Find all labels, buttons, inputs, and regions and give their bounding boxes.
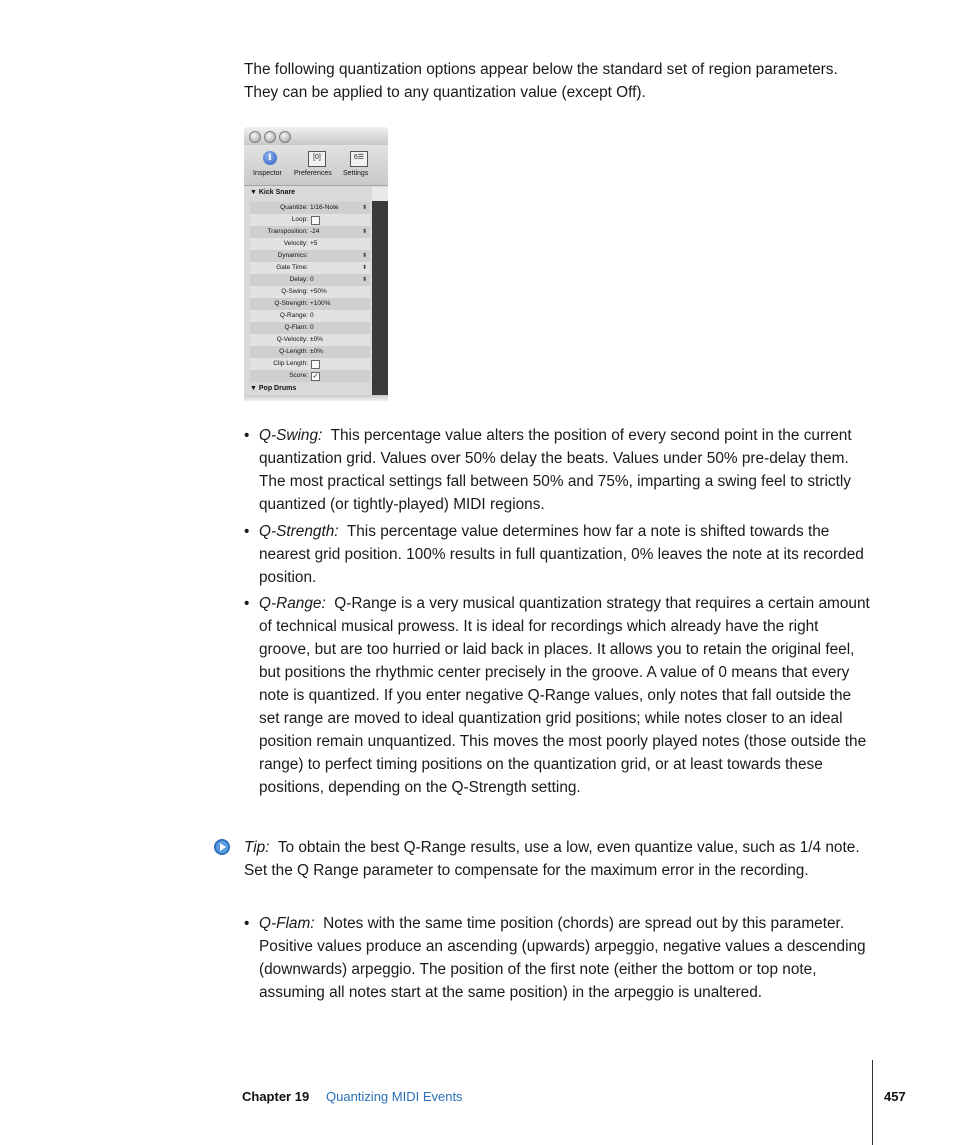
region-parameter-list [250, 202, 370, 382]
stepper-arrows-icon[interactable]: ⬍ [361, 229, 367, 235]
window-titlebar [244, 127, 388, 145]
parameter-row[interactable] [250, 274, 370, 286]
minimize-window-icon[interactable] [264, 131, 276, 143]
parameter-label: Dynamics: [277, 252, 308, 259]
parameter-value[interactable]: 0 [310, 324, 314, 331]
bullet-term: Q-Flam: [259, 915, 315, 932]
bullet-term: Q-Strength: [259, 523, 339, 540]
bullet-text: This percentage value alters the position of every second point in the current quantization grid. Values over 50% delay the beats. Values under 50% pre-delay them. The most practical settings fall between 50% and 75%, imparting a swing feel to strictly quantized (or tightly-played) MIDI regions. [259, 427, 852, 513]
parameter-label: Q-Swing: [281, 288, 308, 295]
settings-label: Settings [343, 170, 369, 177]
tip-term: Tip: [244, 839, 270, 856]
parameter-label: Transposition: [267, 228, 308, 235]
tip-text: To obtain the best Q-Range results, use a low, even quantize value, such as 1/4 note. Set the Q Range parameter to compensate for the maximum error in the recording. [244, 839, 860, 879]
parameter-value[interactable]: 1/16-Note [310, 204, 339, 211]
parameter-row[interactable] [250, 334, 370, 346]
bullet-term: Q-Swing: [259, 427, 323, 444]
stepper-arrows-icon[interactable]: ⬍ [361, 265, 367, 271]
parameter-label: Q-Velocity: [276, 336, 308, 343]
parameter-row[interactable] [250, 286, 370, 298]
parameter-label: Loop: [291, 216, 308, 223]
parameter-value[interactable]: 0 [310, 312, 314, 319]
stepper-arrows-icon[interactable]: ⬍ [361, 205, 367, 211]
parameter-label: Quantize: [280, 204, 308, 211]
inspector-label: Inspector [253, 170, 282, 177]
footer-chapter: Chapter 19 [242, 1089, 310, 1104]
tip-arrow-icon [213, 838, 231, 856]
close-window-icon[interactable] [249, 131, 261, 143]
arrange-strip [372, 201, 388, 401]
bullet-dot: • [244, 595, 250, 612]
parameter-value[interactable]: +5 [310, 240, 318, 247]
stepper-arrows-icon[interactable]: ⬍ [361, 277, 367, 283]
parameter-label: Delay: [289, 276, 308, 283]
parameter-row[interactable] [250, 238, 370, 250]
bullet-dot: • [244, 915, 250, 932]
footer-divider [872, 1060, 873, 1145]
inspector-icon[interactable]: i [263, 151, 277, 165]
parameter-row[interactable] [250, 346, 370, 358]
parameter-value[interactable]: +50% [310, 288, 327, 295]
bullet-text: Notes with the same time position (chords) are spread out by this parameter. Positive values produce an ascending (upwards) arpeggio, negative values a descending (downwards) arpeggio. The position of the first note (either the bottom or top note, assuming all notes start at the same position) in the arpeggio is unaltered. [259, 915, 866, 1001]
preferences-label: Preferences [294, 170, 332, 177]
bullet-term: Q-Range: [259, 595, 326, 612]
preferences-icon[interactable]: [0] [308, 151, 326, 167]
tip-paragraph [244, 836, 874, 882]
parameter-checkbox[interactable] [311, 360, 320, 369]
parameter-label: Q-Range: [279, 312, 308, 319]
parameter-label: Clip Length: [273, 360, 308, 367]
bullet-q-strength [244, 520, 871, 589]
bullet-text: Q-Range is a very musical quantization strategy that requires a certain amount of technical musical prowess. It is ideal for recordings which already have the right groove, but are too hurried or laid back in places. It allows you to retain the original feel, but positions the rhythmic center precisely in the groove. A value of 0 means that every note is quantized. If you enter negative Q-Range values, only notes that fall outside the set range are moved to ideal quantization grid positions; while notes closer to an ideal position remain unquantized. This moves the most poorly played notes (those outside the range) to perfect timing positions on the quantization grid, or at least towards these positions, depending on the Q-Strength setting. [259, 595, 870, 796]
parameter-label: Q-Length: [279, 348, 308, 355]
stepper-arrows-icon[interactable]: ⬍ [361, 253, 367, 259]
bullet-q-swing [244, 424, 871, 516]
bullet-q-flam [244, 912, 871, 1004]
parameter-label: Q-Strength: [274, 300, 308, 307]
parameter-row[interactable] [250, 202, 370, 214]
parameter-row[interactable] [250, 298, 370, 310]
parameter-checkbox[interactable] [311, 216, 320, 225]
settings-icon[interactable]: 6☰ [350, 151, 368, 167]
parameter-value[interactable]: +100% [310, 300, 331, 307]
panel-bottom-edge [244, 395, 388, 401]
bullet-q-range [244, 592, 871, 799]
parameter-label: Gate Time: [276, 264, 308, 271]
toolbar [244, 145, 388, 186]
parameter-row[interactable] [250, 310, 370, 322]
bullet-dot: • [244, 427, 250, 444]
parameter-row[interactable] [250, 370, 370, 382]
parameter-label: Score: [289, 372, 308, 379]
intro-paragraph: The following quantization options appear below the standard set of region parameters. They can be applied to any quantization value (except Off). [244, 61, 838, 101]
bullet-text: This percentage value determines how far a note is shifted towards the nearest grid position. 100% results in full quantization, 0% leaves the note at its recorded position. [259, 523, 864, 586]
parameter-value[interactable]: ±0% [310, 336, 323, 343]
parameter-row[interactable] [250, 214, 370, 226]
zoom-window-icon[interactable] [279, 131, 291, 143]
parameter-row[interactable] [250, 358, 370, 370]
parameter-checkbox[interactable]: ✓ [312, 373, 319, 380]
parameter-label: Q-Flam: [284, 324, 308, 331]
inspector-screenshot [244, 127, 388, 401]
parameter-row[interactable] [250, 262, 370, 274]
page-number: 457 [884, 1089, 906, 1104]
parameter-label: Velocity: [283, 240, 308, 247]
parameter-row[interactable] [250, 250, 370, 262]
parameter-value[interactable]: -24 [310, 228, 320, 235]
parameter-row[interactable] [250, 226, 370, 238]
region-group-kick-snare[interactable]: ▼ Kick Snare [250, 189, 296, 196]
parameter-value[interactable]: ±0% [310, 348, 323, 355]
parameter-row[interactable] [250, 322, 370, 334]
parameter-value[interactable]: 0 [310, 276, 314, 283]
footer-chapter-title[interactable]: Quantizing MIDI Events [326, 1089, 463, 1104]
bullet-dot: • [244, 523, 250, 540]
arrange-strip-top [372, 187, 388, 201]
region-group-pop-drums[interactable]: ▼ Pop Drums [250, 385, 297, 392]
